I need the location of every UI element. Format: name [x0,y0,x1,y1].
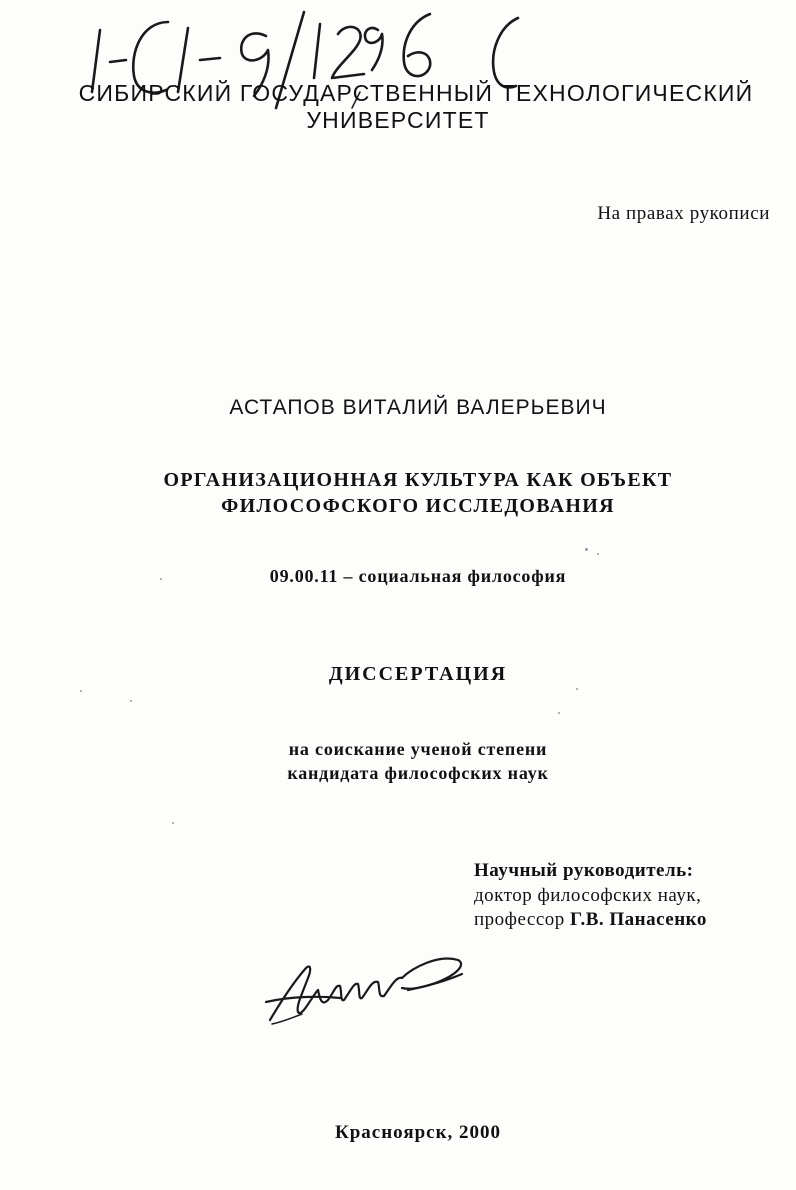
degree-purpose-line1: на соискание ученой степени [288,739,548,759]
scan-speck [585,548,588,551]
thesis-title-line1: ОРГАНИЗАЦИОННАЯ КУЛЬТУРА КАК ОБЪЕКТ [163,469,673,491]
supervisor-title-name [474,907,707,932]
specialty-code: 09.00.11 – социальная философия [269,566,567,586]
scan-speck [558,712,560,714]
scan-speck [160,578,162,580]
document-type: ДИССЕРТАЦИЯ [328,663,508,685]
scan-speck [172,822,174,824]
supervisor-name: Г.В. Панасенко [570,909,707,930]
university-name-line1: СИБИРСКИЙ ГОСУДАРСТВЕННЫЙ ТЕХНОЛОГИЧЕСКИЙ [78,80,754,106]
signature-drawing [262,940,472,1030]
rights-note: На правах рукописи [597,203,770,224]
author-signature [262,940,472,1030]
supervisor-title: профессор [474,909,565,930]
author-name: АСТАПОВ ВИТАЛИЙ ВАЛЕРЬЕВИЧ [229,396,607,419]
university-name-line2: УНИВЕРСИТЕТ [306,107,490,133]
scan-speck [130,700,132,702]
supervisor-label: Научный руководитель: [474,860,694,881]
thesis-title-line2: ФИЛОСОФСКОГО ИССЛЕДОВАНИЯ [221,495,615,517]
scan-speck [576,688,578,690]
degree-purpose-line2: кандидата философских наук [287,763,549,783]
scan-speck [597,553,599,555]
supervisor-degree: доктор философских наук, [474,885,702,906]
city-year: Красноярск, 2000 [334,1122,502,1143]
scan-speck [80,690,82,692]
